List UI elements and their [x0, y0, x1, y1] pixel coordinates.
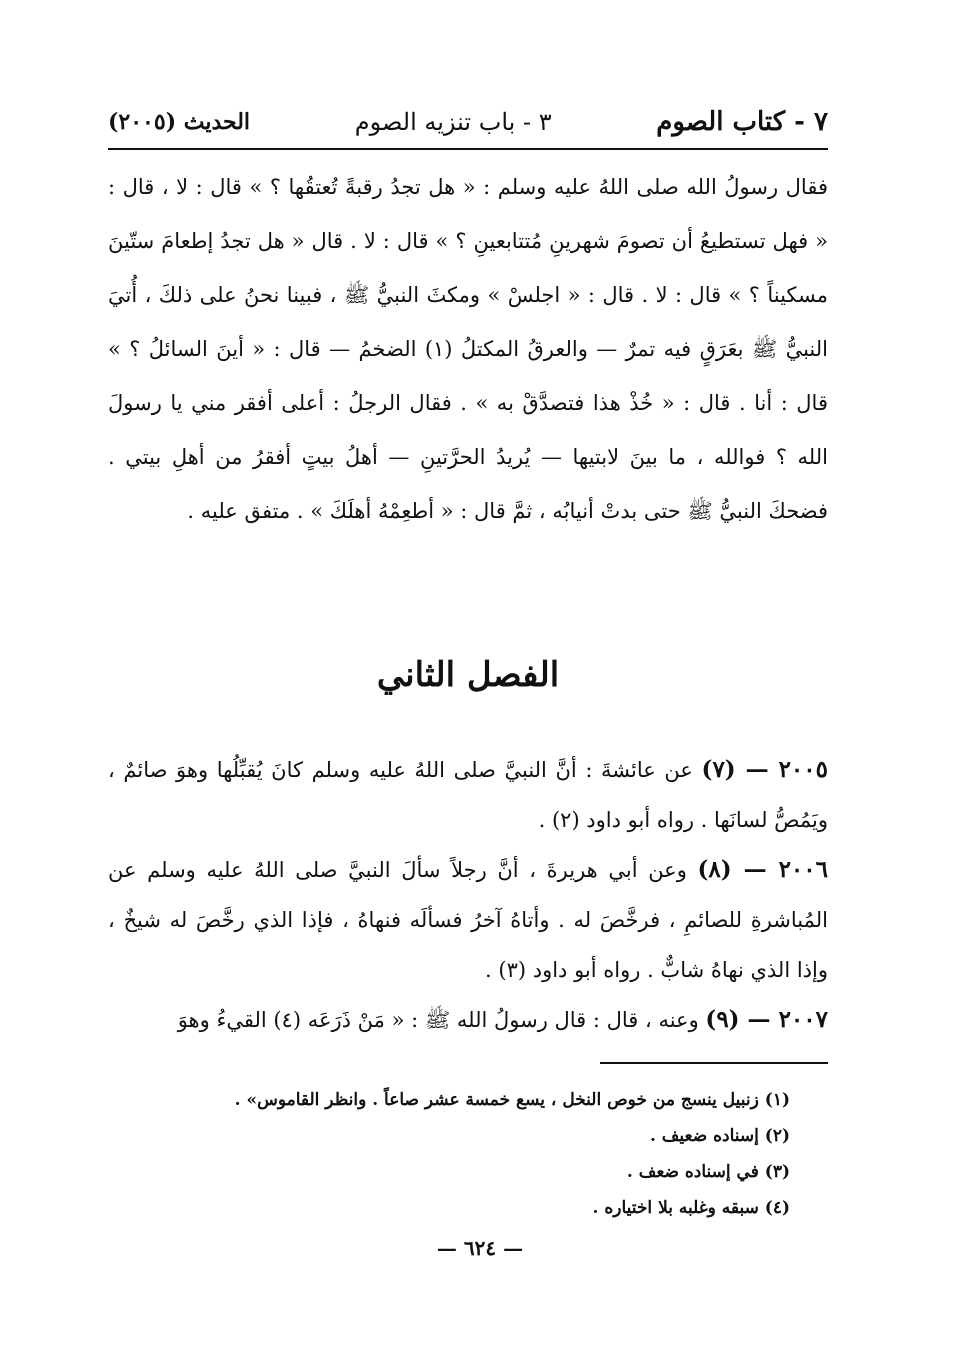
hadith-text: عن عائشةَ : أنَّ النبيَّ صلى اللهُ عليه وسلم كانَ يُقبِّلُها وهوَ صائمٌ ، ويَمُصُّ لسانَها . رواه أبو داود (٢) .	[108, 758, 828, 832]
footnote-1: (١) زنبيل ينسج من خوص النخل ، يسع خمسة عشر صاعاً . وانظر القاموس» .	[234, 1090, 790, 1110]
section-heading: الفصل الثاني	[376, 655, 560, 695]
hadith-number: ٢٠٠٧ — (٩)	[705, 1006, 828, 1033]
hadith-text: وعنه ، قال : قال رسولُ الله ﷺ : « مَنْ ذَرَعَه (٤) القيءُ وهوَ	[177, 1008, 699, 1032]
header-book-title: ٧ - كتاب الصوم	[656, 107, 828, 137]
footnote-divider	[600, 1062, 828, 1064]
page-number: — ٦٢٤ —	[436, 1236, 524, 1260]
footnote-2: (٢) إسناده ضعيف .	[649, 1126, 790, 1146]
continued-hadith-text: فقال رسولُ الله صلى اللهُ عليه وسلم : « هل تجدُ رقبةً تُعتقُها ؟ » قال : لا ، قال : « فهل تستطيعُ أن تصومَ شهرينِ مُتتابعينِ ؟ » قال : لا . قال « هل تجدُ إطعامَ ستّينَ مسكيناً ؟ » قال : لا . قال : « اجلسْ » ومكثَ النبيُّ ﷺ ، فبينا نحنُ على ذلكَ ، أُتيَ النبيُّ ﷺ بعَرَقٍ فيه تمرٌ — والعرقُ المكتلُ (١) الضخمُ — قال : « أينَ السائلُ ؟ » قال : أنا . قال : « خُذْ هذا فتصدَّقْ به » . فقال الرجلُ : أعلى أفقر مني يا رسولَ الله ؟ فوالله ، ما بينَ لابتيها — يُريدُ الحرَّتينِ — أهلُ بيتٍ أفقرُ من أهلِ بيتي . فضحكَ النبيُّ ﷺ حتى بدتْ أنيابُه ، ثمَّ قال : « أطعِمْهُ أهلَكَ » . متفق عليه .	[108, 175, 828, 523]
footnotes	[180, 1082, 790, 1226]
hadith-2007	[108, 995, 828, 1045]
hadith-2005	[108, 745, 828, 845]
footnote-3: (٣) في إسناده ضعف .	[626, 1162, 790, 1182]
running-header	[108, 96, 828, 150]
hadith-number: ٢٠٠٦ — (٨)	[697, 856, 828, 883]
header-chapter-title: ٣ - باب تنزيه الصوم	[354, 108, 552, 136]
header-hadith-reference: الحديث (٢٠٠٥)	[108, 109, 251, 135]
hadith-2006	[108, 845, 828, 995]
hadith-number: ٢٠٠٥ — (٧)	[701, 756, 828, 783]
hadith-text: وعن أبي هريرةَ ، أنَّ رجلاً سألَ النبيَّ صلى اللهُ عليه وسلم عن المُباشرةِ للصائمِ ، فرخَّصَ له . وأتاهُ آخرُ فسألَه فنهاهُ ، فإذا الذي رخَّصَ له شيخٌ ، وإذا الذي نهاهُ شابٌّ . رواه أبو داود (٣) .	[108, 858, 828, 982]
footnote-4: (٤) سبقه وغلبه بلا اختياره .	[592, 1198, 790, 1218]
